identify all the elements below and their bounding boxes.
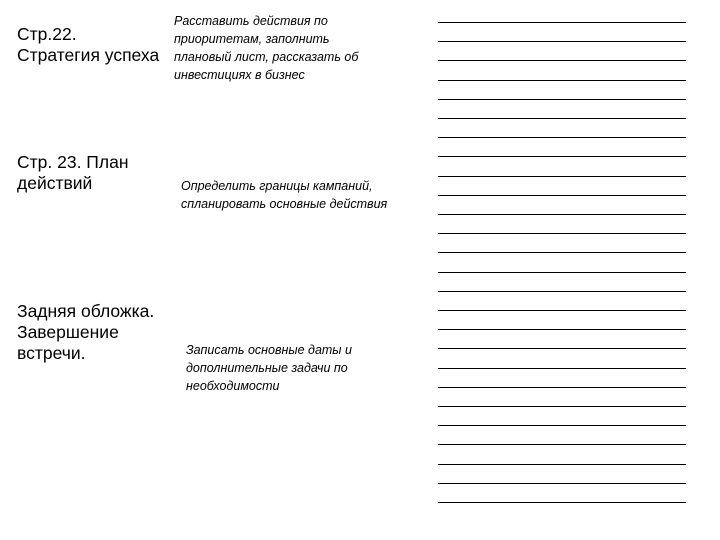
ruled-line — [438, 502, 686, 503]
section-title-strategy: Стр.22. Стратегия успеха — [17, 24, 160, 65]
ruled-line — [438, 233, 686, 234]
ruled-line — [438, 118, 686, 119]
ruled-line — [438, 214, 686, 215]
ruled-line — [438, 444, 686, 445]
section-title-action-plan: Стр. 23. План действий — [17, 152, 129, 193]
section-note-back-cover: Записать основные даты и дополнительные задачи по необходимости — [186, 343, 352, 393]
ruled-line — [438, 464, 686, 465]
ruled-line — [438, 252, 686, 253]
ruled-line — [438, 80, 686, 81]
ruled-line — [438, 483, 686, 484]
ruled-line — [438, 22, 686, 23]
section-title-back-cover: Задняя обложка. Завершение встречи. — [17, 301, 155, 363]
ruled-line — [438, 406, 686, 407]
section-note-strategy: Расставить действия по приоритетам, заполнить плановый лист, рассказать об инвестициях в бизнес — [174, 14, 359, 82]
ruled-line — [438, 329, 686, 330]
ruled-line — [438, 291, 686, 292]
ruled-line — [438, 272, 686, 273]
ruled-lines-area[interactable] — [438, 0, 686, 540]
ruled-line — [438, 310, 686, 311]
ruled-line — [438, 387, 686, 388]
section-note-action-plan: Определить границы кампаний, спланировать основные действия — [181, 179, 388, 211]
ruled-line — [438, 99, 686, 100]
ruled-line — [438, 368, 686, 369]
ruled-line — [438, 348, 686, 349]
ruled-line — [438, 156, 686, 157]
ruled-line — [438, 41, 686, 42]
ruled-line — [438, 137, 686, 138]
ruled-line — [438, 425, 686, 426]
ruled-line — [438, 60, 686, 61]
ruled-line — [438, 176, 686, 177]
ruled-line — [438, 195, 686, 196]
